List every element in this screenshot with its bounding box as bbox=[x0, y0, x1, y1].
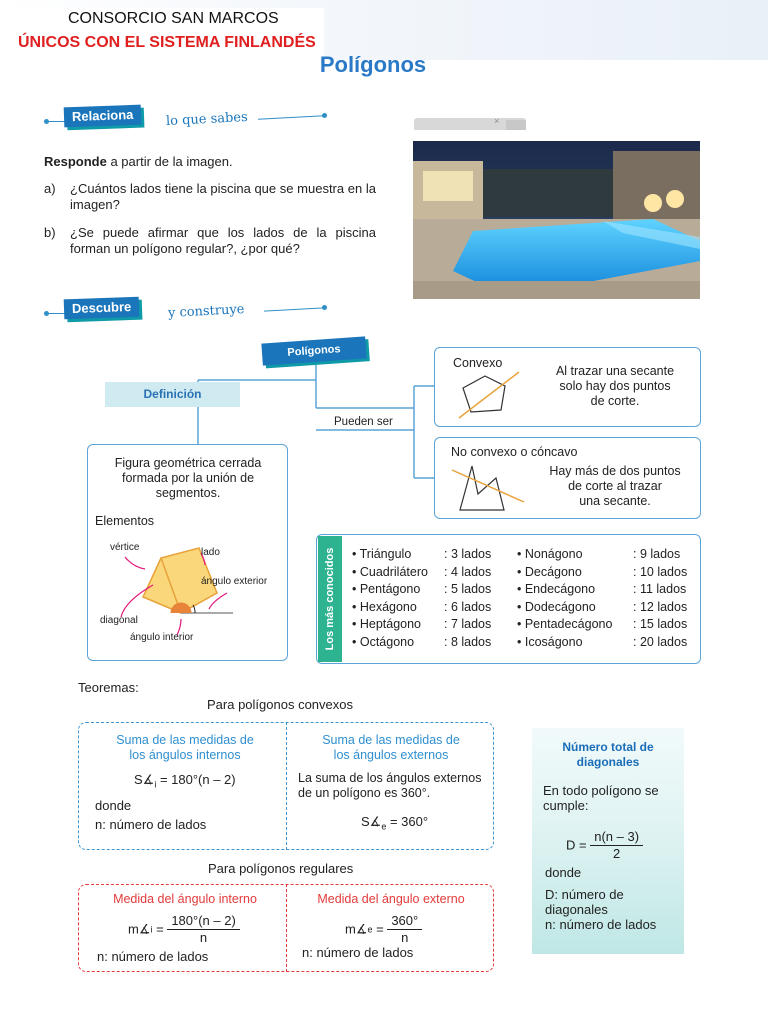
list-item: • Triángulo : 3 lados bbox=[352, 547, 492, 561]
diagonals-donde: donde bbox=[545, 865, 582, 880]
concave-polygon bbox=[460, 466, 504, 510]
internal-sum-title: Suma de las medidas de los ángulos internos bbox=[116, 733, 254, 762]
vertice-label: vértice bbox=[110, 542, 140, 553]
teoremas-label: Teoremas: bbox=[78, 680, 139, 695]
diagonals-n-def: n: número de lados bbox=[545, 917, 657, 932]
list-item: • Icoságono : 20 lados bbox=[517, 634, 688, 649]
exterior-n-def: n: número de lados bbox=[302, 945, 414, 960]
diagonals-intro: En todo polígono se cumple: bbox=[543, 783, 659, 813]
regular-polygons-label: Para polígonos regulares bbox=[208, 861, 354, 876]
section-subtitle: y construye bbox=[167, 302, 245, 321]
definicion-label: Definición bbox=[105, 382, 240, 407]
convex-theorems-divider bbox=[286, 722, 287, 850]
list-item: • Heptágono : 7 lados bbox=[352, 617, 492, 631]
exterior-measure-title: Medida del ángulo externo bbox=[317, 892, 465, 906]
section-tag-descubre: Descubre bbox=[64, 297, 140, 320]
convex-pentagon bbox=[463, 376, 505, 412]
list-item: • Endecágono : 11 lados bbox=[517, 582, 687, 596]
diagonals-formula: D = $\frac{n(n - 3)}{2}$ bbox=[566, 829, 643, 862]
vertex-pointer bbox=[125, 557, 145, 569]
external-sum-formula: $S∡_e = 360^\circ$ bbox=[361, 814, 429, 832]
responde-instruction: Responde a partir de la imagen. bbox=[44, 154, 233, 169]
question-letter-a: a) bbox=[44, 181, 56, 196]
interior-n-def: n: número de lados bbox=[97, 949, 209, 964]
noconvexo-title: No convexo o cóncavo bbox=[451, 445, 578, 459]
convexo-title: Convexo bbox=[453, 356, 503, 370]
polygon-list-left bbox=[352, 546, 491, 651]
section-tag-relaciona: Relaciona bbox=[64, 105, 142, 128]
diagonals-title: Número total de diagonales bbox=[562, 740, 654, 769]
question-a: ¿Cuántos lados tiene la piscina que se muestra en la imagen? bbox=[70, 181, 376, 212]
school-slogan: ÚNICOS CON EL SISTEMA FINLANDÉS bbox=[18, 34, 316, 51]
lado-label: lado bbox=[201, 547, 220, 558]
external-sum-text: La suma de los ángulos externos de un polígono es 360°. bbox=[298, 771, 482, 800]
list-item: • Cuadrilátero : 4 lados bbox=[352, 564, 492, 579]
polygon-list-right bbox=[517, 546, 687, 651]
interior-measure-formula: m∡i = $\frac{180^\circ(n - 2)}{n}$ bbox=[128, 913, 240, 946]
concave-figure bbox=[450, 458, 530, 516]
internal-n-def: n: número de lados bbox=[95, 817, 207, 832]
list-item: • Octágono : 8 lados bbox=[352, 634, 492, 649]
noconvexo-description: Hay más de dos puntos de corte al trazar una secante. bbox=[549, 464, 681, 508]
list-item: • Decágono : 10 lados bbox=[517, 564, 688, 579]
convex-pentagon-figure bbox=[455, 366, 525, 424]
section-subtitle: lo que sabes bbox=[165, 109, 249, 130]
secant-line bbox=[452, 470, 524, 502]
list-item: • Pentágono : 5 lados bbox=[352, 582, 492, 596]
external-sum-title: Suma de las medidas de los ángulos externos bbox=[322, 733, 460, 762]
list-item: • Pentadecágono : 15 lados bbox=[517, 617, 688, 631]
diagonals-d-def: D: número de diagonales bbox=[545, 887, 624, 917]
school-name: CONSORCIO SAN MARCOS bbox=[68, 10, 279, 27]
convexo-description: Al trazar una secante solo hay dos puntos de corte. bbox=[555, 364, 675, 408]
angulo-interior-label: ángulo interior bbox=[130, 632, 194, 643]
list-item: • Hexágono : 6 lados bbox=[352, 599, 492, 614]
map-root-poligonos: Polígonos bbox=[261, 336, 366, 365]
question-letter-b: b) bbox=[44, 225, 56, 240]
question-b: ¿Se puede afirmar que los lados de la piscina forman un polígono regular?, ¿por qué? bbox=[70, 225, 376, 256]
list-item: • Nonágono : 9 lados bbox=[517, 547, 681, 561]
pueden-ser-label: Pueden ser bbox=[334, 416, 393, 428]
elementos-label: Elementos bbox=[95, 514, 155, 528]
convex-polygons-label: Para polígonos convexos bbox=[207, 697, 353, 712]
diagonal-label: diagonal bbox=[100, 615, 138, 626]
angulo-exterior-label: ángulo exterior bbox=[201, 576, 268, 587]
polygon-list-side-label: Los más conocidos bbox=[318, 536, 342, 662]
list-item: • Dodecágono : 12 lados bbox=[517, 599, 688, 614]
definicion-text: Figura geométrica cerrada formada por la unión de segmentos. bbox=[114, 456, 262, 500]
internal-sum-formula: $S∡_i = 180^\circ(n - 2)$ bbox=[134, 772, 236, 790]
internal-donde: donde bbox=[95, 798, 132, 813]
exterior-measure-formula: m∡e = $\frac{360^\circ}{n}$ bbox=[345, 913, 422, 946]
page-title: Polígonos bbox=[319, 52, 427, 77]
regular-theorems-divider bbox=[286, 884, 287, 972]
close-icon: × bbox=[494, 116, 500, 126]
interior-measure-title: Medida del ángulo interno bbox=[113, 892, 257, 906]
